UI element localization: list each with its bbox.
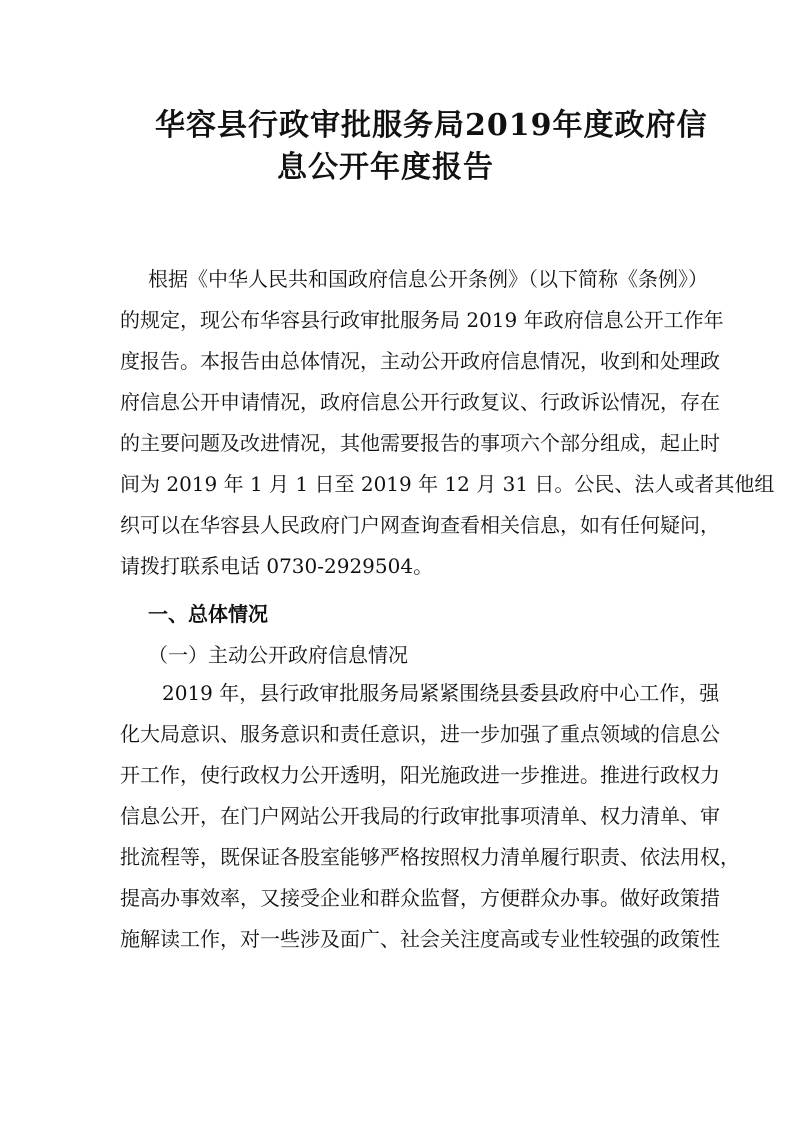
document-title-line2: 息公开年度报告 — [277, 150, 494, 185]
intro-line: 织可以在华容县人民政府门户网查询查看相关信息，如有任何疑问， — [120, 513, 720, 537]
document-title-line1: 华容县行政审批服务局2019年度政府信 — [155, 108, 708, 143]
body-line: 信息公开，在门户网站公开我局的行政审批事项清单、权力清单、审 — [120, 804, 720, 828]
intro-line: 间为 2019 年 1 月 1 日至 2019 年 12 月 31 日。公民、法人或者其他组 — [120, 472, 775, 496]
subsection-heading: （一）主动公开政府信息情况 — [148, 643, 408, 667]
body-line: 批流程等，既保证各股室能够严格按照权力清单履行职责、依法用权， — [120, 845, 740, 869]
intro-line: 度报告。本报告由总体情况，主动公开政府信息情况，收到和处理政 — [120, 349, 720, 373]
body-line: 提高办事效率，又接受企业和群众监督，方便群众办事。做好政策措 — [120, 886, 720, 910]
intro-line: 请拨打联系电话 0730-2929504。 — [120, 554, 434, 578]
body-line: 施解读工作，对一些涉及面广、社会关注度高或专业性较强的政策性 — [120, 927, 720, 951]
intro-line: 府信息公开申请情况，政府信息公开行政复议、行政诉讼情况，存在 — [120, 390, 720, 414]
section-heading: 一、总体情况 — [148, 602, 268, 626]
body-line: 2019 年，县行政审批服务局紧紧围绕县委县政府中心工作，强 — [162, 681, 720, 705]
body-line: 开工作，使行政权力公开透明，阳光施政进一步推进。推进行政权力 — [120, 763, 720, 787]
intro-line: 的规定，现公布华容县行政审批服务局 2019 年政府信息公开工作年 — [120, 308, 724, 332]
body-line: 化大局意识、服务意识和责任意识，进一步加强了重点领域的信息公 — [120, 722, 720, 746]
intro-line: 的主要问题及改进情况，其他需要报告的事项六个部分组成，起止时 — [120, 431, 720, 455]
intro-line: 根据《中华人民共和国政府信息公开条例》（以下简称《条例》） — [148, 267, 708, 291]
